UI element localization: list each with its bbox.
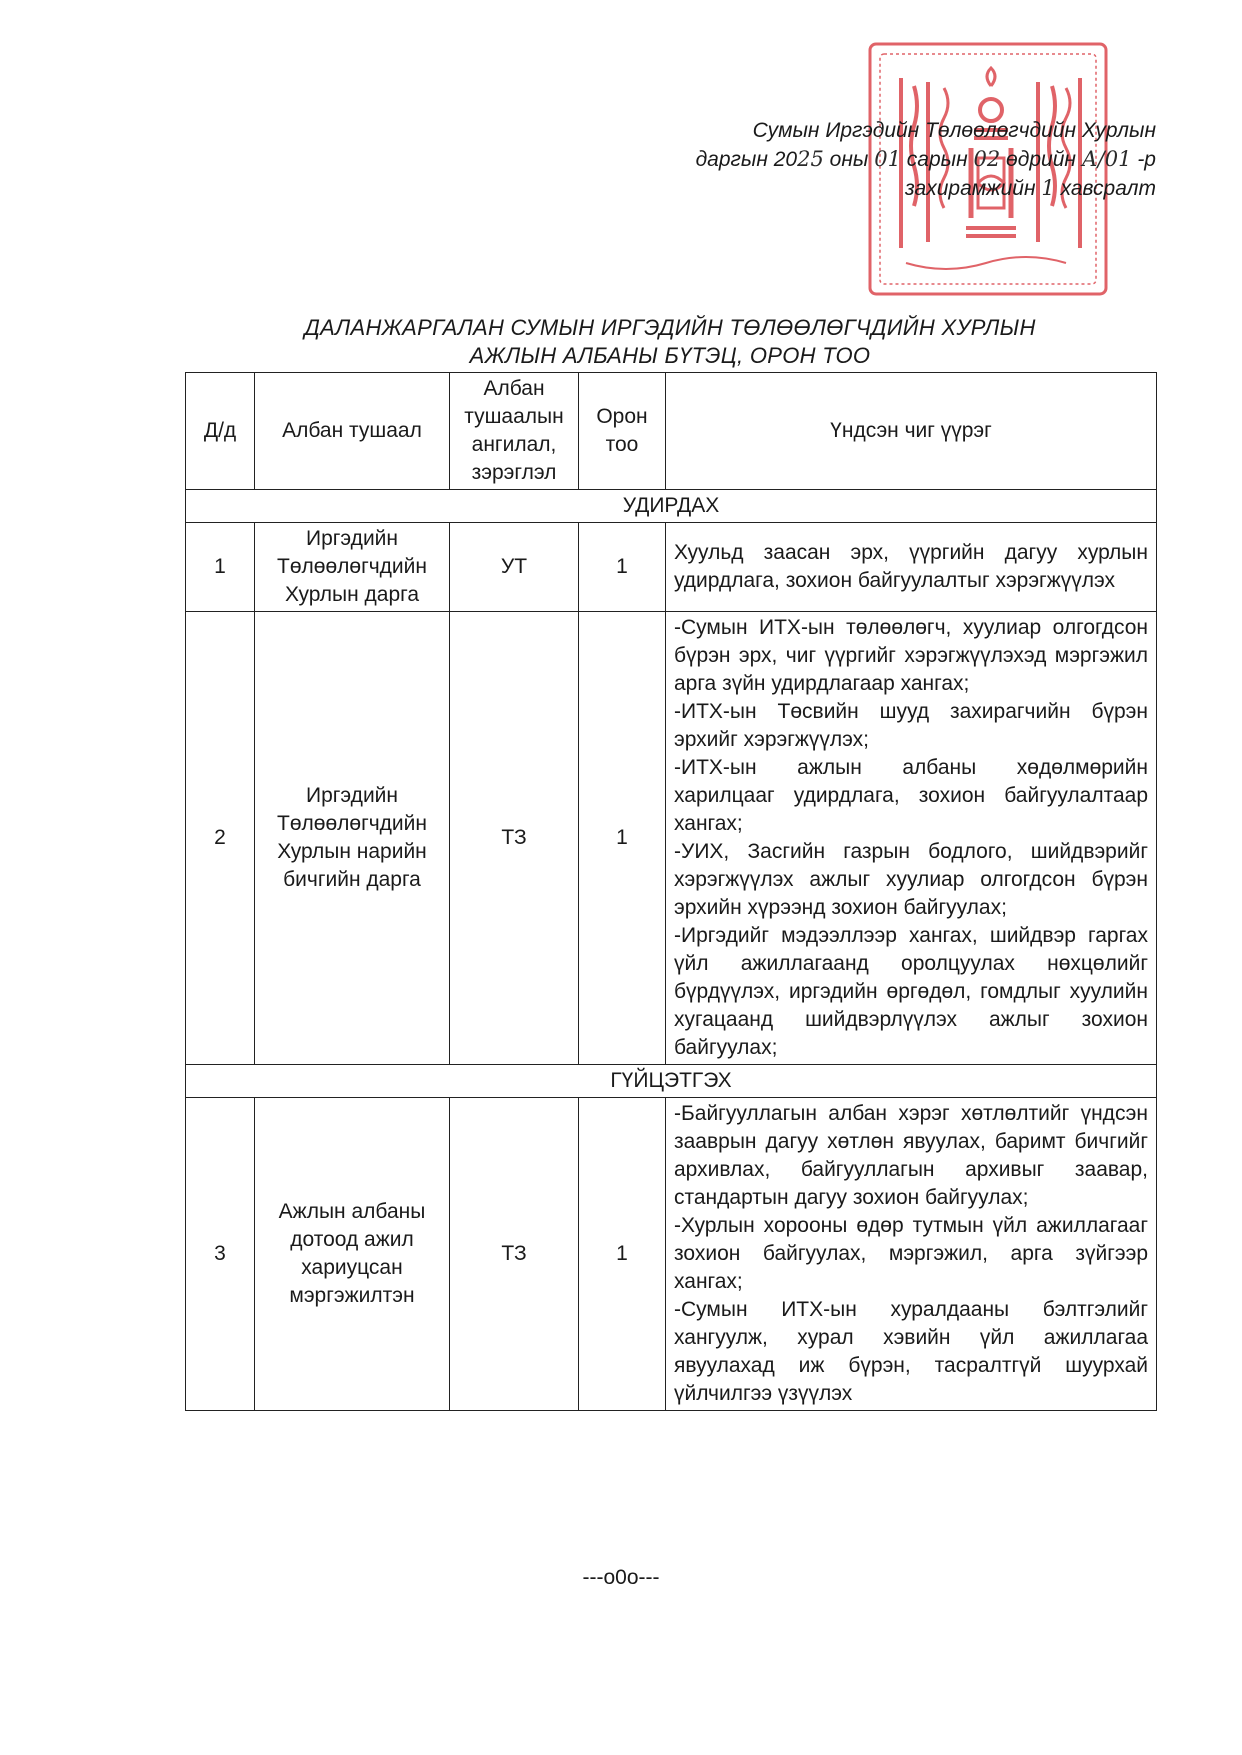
row-number: 2 (186, 612, 255, 1065)
document-title (180, 314, 1160, 370)
note-day: 02 (973, 147, 1001, 171)
note-month: 01 (874, 147, 901, 171)
title-line-2: АЖЛЫН АЛБАНЫ БҮТЭЦ, ОРОН ТОО (469, 343, 871, 368)
row-class: УТ (450, 523, 579, 612)
note-text: даргын 20 (695, 148, 798, 171)
table-header-row (186, 373, 1157, 490)
duty-item: -Иргэдийг мэдээллээр хангах, шийдвэр гаргах үйл ажиллагаанд оролцуулах нөхцөлийг бүрдүүлэх, иргэдийн өргөдөл, гомдлыг хуулийн хугацаанд шийдвэрлүүлэх ажлыг зохион байгуулах; (674, 924, 1148, 1059)
section-row (186, 490, 1157, 523)
header-count: Орон тоо (579, 373, 666, 490)
title-line-1: ДАЛАНЖАРГАЛАН СУМЫН ИРГЭДИЙН ТӨЛӨӨЛӨГЧДИЙН ХУРЛЫН (304, 315, 1036, 340)
note-text: сарын (900, 148, 974, 171)
row-position: Ажлын албаны дотоод ажил хариуцсан мэргэжилтэн (255, 1098, 450, 1411)
row-position: Иргэдийн Төлөөлөгчдийн Хурлын нарийн бичгийн дарга (255, 612, 450, 1065)
table-row (186, 523, 1157, 612)
note-line-1: Сумын Иргэдийн Төлөөлөгчдийн Хурлын (752, 119, 1156, 142)
note-line-2 (596, 145, 1156, 174)
table-body (186, 490, 1157, 1411)
duty-item: -Хурлын хорооны өдөр тутмын үйл ажиллагааг зохион байгуулах, мэргэжил, арга зүйгээр хангах; (674, 1214, 1148, 1293)
section-row (186, 1065, 1157, 1098)
appendix-note (596, 117, 1156, 203)
row-duties (666, 1098, 1157, 1411)
structure-table (185, 372, 1157, 1411)
row-number: 1 (186, 523, 255, 612)
table-row (186, 1098, 1157, 1411)
section-title: УДИРДАХ (186, 490, 1157, 523)
note-text: -р (1131, 148, 1156, 171)
row-duties (666, 612, 1157, 1065)
duty-item: Хуульд заасан эрх, үүргийн дагуу хурлын удирдлага, зохион байгуулалтыг хэрэгжүүлэх (674, 541, 1148, 592)
duty-item: -ИТХ-ын Төсвийн шууд захирагчийн бүрэн эрхийг хэрэгжүүлэх; (674, 700, 1148, 751)
row-class: ТЗ (450, 1098, 579, 1411)
header-duties: Үндсэн чиг үүрэг (666, 373, 1157, 490)
row-count: 1 (579, 1098, 666, 1411)
table-row (186, 612, 1157, 1065)
section-title: ГҮЙЦЭТГЭХ (186, 1065, 1157, 1098)
note-text: өдрийн (1000, 148, 1082, 171)
duty-item: -Сумын ИТХ-ын төлөөлөгч, хуулиар олгогдсон бүрэн эрх, чиг үүргийг хэрэгжүүлэхэд мэргэжил арга зүйн удирдлагаар хангах; (674, 616, 1148, 695)
row-class: ТЗ (450, 612, 579, 1065)
row-position: Иргэдийн Төлөөлөгчдийн Хурлын дарга (255, 523, 450, 612)
document-footer: ---o0o--- (582, 1566, 660, 1589)
note-text: хавсралт (1054, 177, 1156, 200)
note-order-number: А/01 (1081, 147, 1132, 171)
note-text: оны (823, 148, 875, 171)
note-appendix-number: 1 (1041, 176, 1055, 200)
row-count: 1 (579, 523, 666, 612)
note-line-3 (596, 174, 1156, 203)
duty-item: -Сумын ИТХ-ын хуралдааны бэлтгэлийг хангуулж, хурал хэвийн үйл ажиллагаа явуулахад иж бүрэн, тасралтгүй шуурхай үйлчилгээ үзүүлэх (674, 1298, 1148, 1405)
duty-item: -УИХ, Засгийн газрын бодлого, шийдвэрийг хэрэгжүүлэх ажлыг хуулиар олгогдсон бүрэн эрхийн хүрээнд зохион байгуулах; (674, 840, 1148, 919)
row-duties (666, 523, 1157, 612)
header-position: Албан тушаал (255, 373, 450, 490)
note-year: 25 (797, 147, 824, 171)
duty-item: -ИТХ-ын ажлын албаны хөдөлмөрийн харилцааг удирдлага, зохион байгуулалтаар хангах; (674, 756, 1148, 835)
header-class: Албан тушаалын ангилал, зэрэглэл (450, 373, 579, 490)
header-no: Д/д (186, 373, 255, 490)
duty-item: -Байгууллагын албан хэрэг хөтлөлтийг үндсэн зааврын дагуу хөтлөн явуулах, баримт бичгийг архивлах, байгууллагын архивыг заавар, стандартын дагуу зохион байгуулах; (674, 1102, 1148, 1209)
note-text: захирамжийн (905, 177, 1042, 200)
row-count: 1 (579, 612, 666, 1065)
row-number: 3 (186, 1098, 255, 1411)
